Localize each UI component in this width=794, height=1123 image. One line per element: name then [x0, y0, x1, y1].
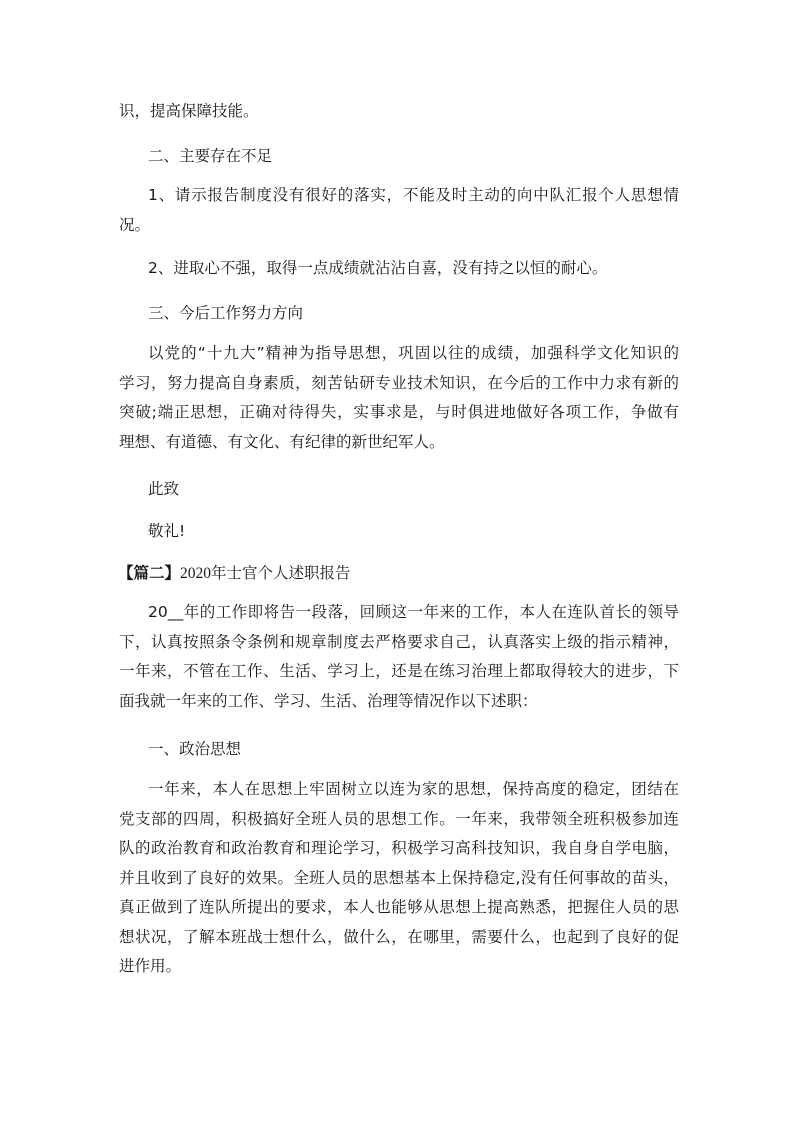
section-year: 2020: [180, 565, 212, 582]
text-line: 以党的“十九大”精神为指导思想，巩固以往的成绩，加强科学文化知识的: [148, 344, 679, 362]
section-title: [118, 563, 351, 584]
heading-politics: 一、政治思想: [148, 740, 242, 758]
text-line: 想状况，了解本班战士想什么，做什么，在哪里，需要什么，也起到了良好的促: [119, 927, 679, 946]
heading-main-problems: 二、主要存在不足: [148, 147, 273, 165]
paragraph-future-plan: [119, 339, 679, 457]
text-line: 队的政治教育和政治教育和理论学习，积极学习高科技知识，我自身自学电脑，: [119, 839, 679, 857]
text-line: 一年来，不管在工作、生活、学习上，还是在练习治理上都取得较大的进步，下: [119, 662, 679, 680]
paragraph-problem-1: [119, 181, 679, 240]
text-line: 一年来，本人在思想上牢固树立以连为家的思想，保持高度的稳定，团结在: [148, 780, 679, 798]
text-line: 面我就一年来的工作、学习、生活、治理等情况作以下述职：: [119, 691, 538, 710]
text-line: 1、请示报告制度没有很好的落实，不能及时主动的向中队汇报个人思想情: [148, 186, 679, 204]
text-line: 20__年的工作即将告一段落，回顾这一年来的工作，本人在连队首长的领导: [148, 603, 679, 621]
closing-salutation: 此致: [148, 480, 180, 498]
section-label: 【篇二】: [118, 564, 181, 582]
paragraph-politics: [119, 775, 679, 982]
text-line: 识，提高保障技能。: [119, 102, 259, 120]
text-line: 学习，努力提高自身素质，刻苦钻研专业技术知识，在今后的工作中力求有新的: [119, 373, 679, 392]
text-line: 并且收到了良好的效果。全班人员的思想基本上保持稳定,没有任何事故的苗头，: [119, 868, 679, 887]
text-line: 2、进取心不强，取得一点成绩就沾沾自喜，没有持之以恒的耐心。: [148, 259, 608, 277]
text-line: 真正做到了连队所提出的要求，本人也能够从思想上提高熟悉，把握住人员的思: [119, 898, 679, 916]
text-line: 党支部的四周，积极搞好全班人员的思想工作。一年来，我带领全班积极参加连: [119, 809, 679, 828]
text-line: 理想、有道德、有文化、有纪律的新世纪军人。: [119, 432, 445, 451]
text-line: 突破;端正思想，正确对待得失，实事求是，与时俱进地做好各项工作，争做有: [119, 403, 679, 421]
closing-regards: 敬礼!: [148, 522, 186, 540]
paragraph-continuation: [119, 97, 679, 127]
text-line: 下，认真按照条令条例和规章制度去严格要求自己，认真落实上级的指示精神，: [119, 632, 679, 651]
paragraph-intro: [119, 598, 679, 716]
paragraph-problem-2: [119, 254, 679, 284]
text-line: 况。: [119, 215, 151, 234]
section-title-text: 年士官个人述职报告: [211, 564, 351, 582]
heading-future-direction: 三、今后工作努力方向: [148, 304, 304, 322]
text-line: 进作用。: [119, 957, 182, 975]
